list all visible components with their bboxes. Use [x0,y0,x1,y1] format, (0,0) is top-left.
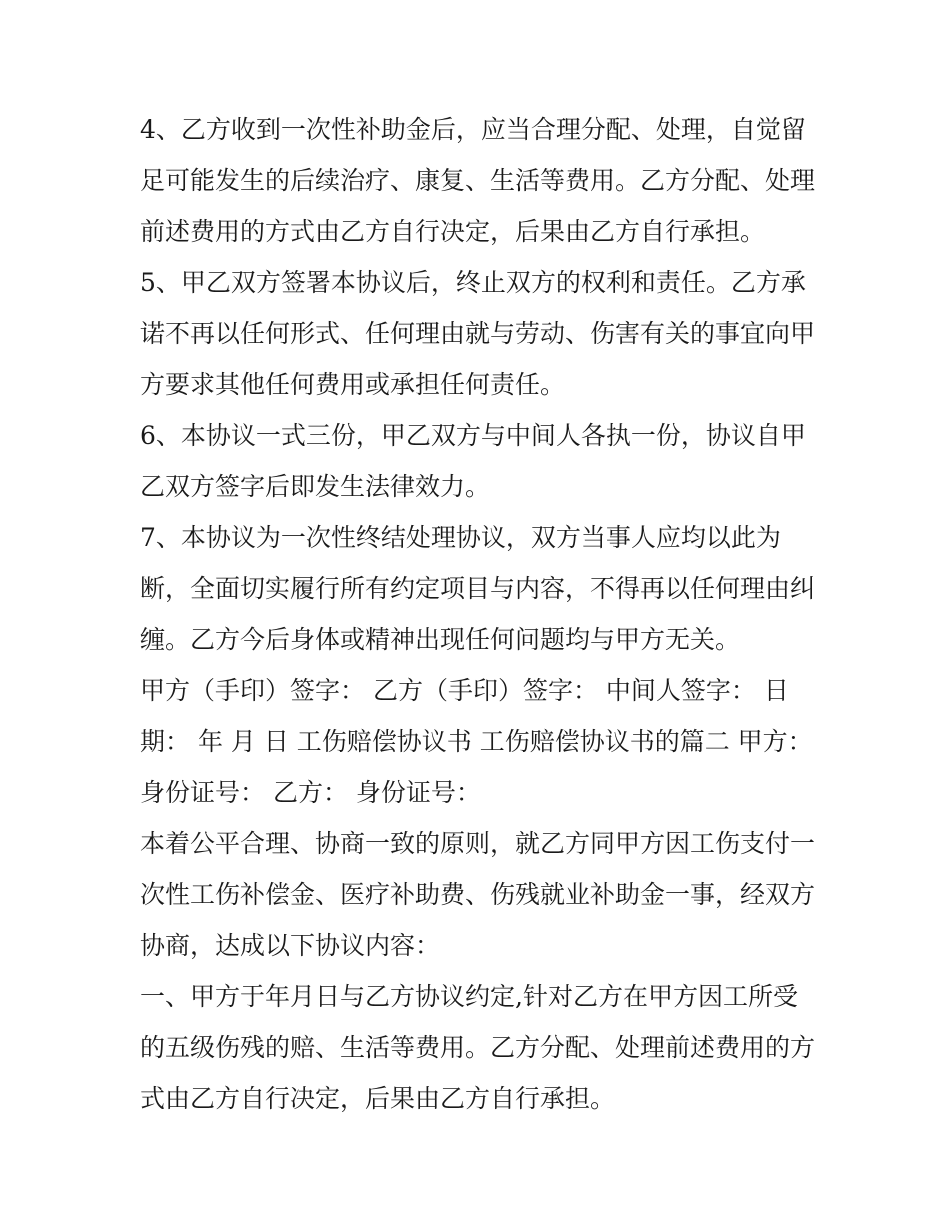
text-line: 本着公平合理、协商一致的原则，就乙方同甲方因工伤支付一 [140,829,816,858]
text-line: 缠。乙方今后身体或精神出现任何问题均与甲方无关。 [140,625,741,654]
signature-line: 甲方（手印）签字： 乙方（手印）签字： 中间人签字： 日 [140,676,789,705]
text-line: 协商，达成以下协议内容： [140,931,441,960]
text-line: 身份证号： 乙方： 身份证号： [140,778,481,807]
text-line: 一、甲方于年月日与乙方协议约定,针对乙方在甲方因工所受 [140,982,798,1011]
text-line: 前述费用的方式由乙方自行决定，后果由乙方自行承担。 [140,217,766,246]
text-line: 足可能发生的后续治疗、康复、生活等费用。乙方分配、处理 [140,166,816,195]
text-line: 次性工伤补偿金、医疗补助费、伤残就业补助金一事，经双方 [140,880,816,909]
text-line: 期： 年 月 日 工伤赔偿协议书 工伤赔偿协议书的篇二 甲方： [140,727,813,756]
text-line: 方要求其他任何费用或承担任何责任。 [140,370,566,399]
text-line: 7、本协议为一次性终结处理协议，双方当事人应均以此为 [140,523,781,552]
text-line: 诺不再以任何形式、任何理由就与劳动、伤害有关的事宜向甲 [140,319,816,348]
text-line: 6、本协议一式三份，甲乙双方与中间人各执一份，协议自甲 [140,421,806,450]
document-body [140,104,820,1124]
text-line: 式由乙方自行决定，后果由乙方自行承担。 [140,1084,616,1113]
text-line: 乙双方签字后即发生法律效力。 [140,472,491,501]
text-line: 断，全面切实履行所有约定项目与内容，不得再以任何理由纠 [140,574,816,603]
text-line: 5、甲乙双方签署本协议后，终止双方的权利和责任。乙方承 [140,268,806,297]
text-line: 的五级伤残的赔、生活等费用。乙方分配、处理前述费用的方 [140,1033,816,1062]
text-line: 4、乙方收到一次性补助金后，应当合理分配、处理，自觉留 [140,115,806,144]
